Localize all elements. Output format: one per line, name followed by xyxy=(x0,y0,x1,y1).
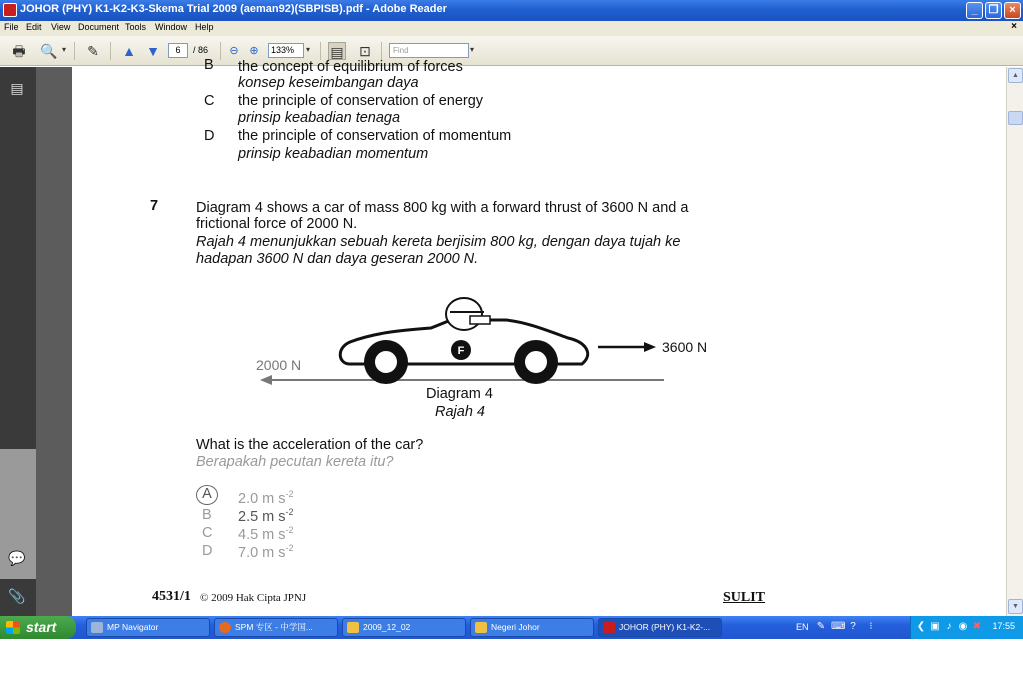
navigation-panel-lower xyxy=(0,449,36,579)
document-viewer[interactable] xyxy=(36,57,1006,616)
menu-help[interactable]: Help xyxy=(195,22,214,32)
start-label: start xyxy=(26,619,57,635)
thrust-label: 3600 N xyxy=(662,339,708,355)
menu-document[interactable]: Document xyxy=(78,22,120,32)
answer-a-exp: -2 xyxy=(285,489,294,499)
taskbar xyxy=(0,616,1023,639)
option-c-ms: prinsip keabadian tenaga xyxy=(238,110,401,126)
zoom-level-select[interactable]: 133% xyxy=(268,43,304,58)
security-icon[interactable]: ◉ xyxy=(958,621,968,632)
toolbar-divider xyxy=(110,42,111,60)
answer-b-exp: -2 xyxy=(285,507,294,517)
diagram-caption-en: Diagram 4 xyxy=(426,386,493,402)
pdf-icon xyxy=(603,622,615,633)
zoom-out-icon[interactable]: ⊖ xyxy=(229,45,239,57)
previous-page-icon[interactable]: ▲ xyxy=(122,43,136,59)
footer-copyright: © 2009 Hak Cipta JPNJ xyxy=(200,592,307,604)
volume-icon[interactable]: ♪ xyxy=(946,621,952,632)
keyboard-icon[interactable]: ⌨ xyxy=(831,621,846,632)
answer-c-text: 4.5 m s xyxy=(238,526,286,543)
task-label: Negeri Johor xyxy=(491,622,540,632)
footer-sulit: SULIT xyxy=(723,590,766,605)
scroll-up-icon[interactable]: ▲ xyxy=(1008,68,1023,83)
zoom-dropdown-icon[interactable]: ▾ xyxy=(306,45,311,54)
answer-a-value xyxy=(238,489,294,507)
toolbar-divider xyxy=(220,42,221,60)
diagram-caption-ms: Rajah 4 xyxy=(435,404,485,420)
attachments-icon[interactable]: 📎 xyxy=(8,588,26,604)
scroll-down-icon[interactable]: ▼ xyxy=(1008,599,1023,614)
friction-arrowhead xyxy=(260,375,272,385)
answer-d-exp: -2 xyxy=(285,543,294,553)
footer-code: 4531/1 xyxy=(152,589,191,604)
minimize-button[interactable]: _ xyxy=(966,2,983,19)
fit-page-icon[interactable]: ⊡ xyxy=(359,43,371,59)
find-input[interactable]: Find xyxy=(389,43,469,58)
answer-c-letter: C xyxy=(202,525,213,541)
navigation-panel xyxy=(0,67,36,616)
ask-ms: Berapakah pecutan kereta itu? xyxy=(196,454,394,470)
ask-en: What is the acceleration of the car? xyxy=(196,437,424,453)
start-button[interactable] xyxy=(0,616,76,639)
toolbar-divider xyxy=(74,42,75,60)
page-gutter xyxy=(36,67,72,616)
menu-view[interactable]: View xyxy=(51,22,71,32)
page-number-input[interactable]: 6 xyxy=(168,43,188,58)
search-document-icon[interactable]: 🔍 xyxy=(40,43,58,59)
car-badge-letter: F xyxy=(457,345,465,357)
fit-width-icon[interactable]: ▤ xyxy=(328,42,346,60)
question-number: 7 xyxy=(150,198,159,214)
page-total: / 86 xyxy=(193,45,209,55)
question-ms-line2: hadapan 3600 N dan daya geseran 2000 N. xyxy=(196,251,479,267)
cut-option-text: the concept of equilibrium of forces xyxy=(238,59,463,75)
pen-icon[interactable]: ✎ xyxy=(816,621,826,632)
answer-c-value xyxy=(238,525,294,543)
rear-wheel-hub xyxy=(374,350,398,374)
answer-b-value xyxy=(238,507,294,525)
option-c-en: the principle of conservation of energy xyxy=(238,93,484,109)
comments-icon[interactable]: 💬 xyxy=(8,550,26,566)
pdf-page xyxy=(36,57,1006,616)
task-label: SPM 专区 - 中学国... xyxy=(235,622,313,632)
find-dropdown-icon[interactable]: ▾ xyxy=(470,45,475,54)
menu-tools[interactable]: Tools xyxy=(125,22,147,32)
network-icon[interactable]: ▣ xyxy=(930,621,940,632)
answer-c-exp: -2 xyxy=(285,525,294,535)
menu-edit[interactable]: Edit xyxy=(26,22,42,32)
vertical-scrollbar[interactable] xyxy=(1006,67,1023,616)
question-en-line2: frictional force of 2000 N. xyxy=(196,216,358,232)
answer-a-text: 2.0 m s xyxy=(238,490,286,507)
option-d-letter: D xyxy=(204,128,215,144)
sign-icon[interactable]: ✎ xyxy=(87,43,99,59)
option-c-letter: C xyxy=(204,93,215,109)
windows-logo-icon xyxy=(6,621,20,634)
thrust-arrowhead xyxy=(644,342,656,352)
task-label: MP Navigator xyxy=(107,622,159,632)
title-bar[interactable] xyxy=(0,0,1023,21)
pages-panel-icon[interactable]: ▤ xyxy=(10,80,24,96)
firefox-icon xyxy=(219,622,231,633)
language-indicator[interactable]: EN xyxy=(796,622,809,632)
menu-window[interactable]: Window xyxy=(155,22,188,32)
window-title: JOHOR (PHY) K1-K2-K3-Skema Trial 2009 (aeman92)(SBPISB).pdf - Adobe Reader xyxy=(20,3,447,15)
folder-icon xyxy=(347,622,359,633)
scanner-icon xyxy=(91,622,103,633)
cut-option-letter: B xyxy=(204,57,214,73)
task-folder-johor[interactable] xyxy=(470,618,594,637)
car-diagram xyxy=(246,292,726,392)
driver-face xyxy=(470,316,490,324)
next-page-icon[interactable]: ▼ xyxy=(146,43,160,59)
maximize-button[interactable]: ❐ xyxy=(985,2,1002,19)
task-folder-2009[interactable] xyxy=(342,618,466,637)
screen-bottom-margin xyxy=(0,639,1023,684)
options-icon[interactable]: ⁝ xyxy=(869,621,873,632)
help-icon[interactable]: ? xyxy=(850,621,856,632)
answer-a-letter: A xyxy=(196,485,218,505)
toolbar-divider xyxy=(320,42,321,60)
task-browser[interactable] xyxy=(214,618,338,637)
tray-arrow-icon[interactable]: ❮ xyxy=(916,621,926,632)
front-wheel-hub xyxy=(524,350,548,374)
scroll-thumb[interactable] xyxy=(1008,111,1023,125)
question-ms-line1: Rajah 4 menunjukkan sebuah kereta berjisim 800 kg, dengan daya tujah ke xyxy=(196,234,681,250)
close-button[interactable]: × xyxy=(1004,2,1021,19)
option-b-ms: konsep keseimbangan daya xyxy=(238,75,419,91)
task-adobe-reader[interactable] xyxy=(598,618,722,637)
option-d-ms: prinsip keabadian momentum xyxy=(238,146,429,162)
antivirus-icon[interactable]: ✖ xyxy=(972,621,982,632)
system-tray xyxy=(910,616,1023,639)
menu-file[interactable]: File xyxy=(4,22,19,32)
answer-b-letter: B xyxy=(202,507,212,523)
folder-icon xyxy=(475,622,487,633)
friction-label: 2000 N xyxy=(256,357,302,373)
task-label: JOHOR (PHY) K1-K2-... xyxy=(619,622,711,632)
question-en-line1: Diagram 4 shows a car of mass 800 kg with a forward thrust of 3600 N and a xyxy=(196,200,689,216)
adobe-reader-icon xyxy=(3,3,17,17)
clock[interactable]: 17:55 xyxy=(992,621,1015,631)
answer-d-text: 7.0 m s xyxy=(238,544,286,561)
toolbar-divider xyxy=(381,42,382,60)
navigation-panel-bottom xyxy=(0,579,36,616)
option-d-en: the principle of conservation of momentum xyxy=(238,128,512,144)
menu-bar xyxy=(0,21,1023,36)
close-document-icon[interactable]: × xyxy=(1011,21,1017,32)
driver-helmet xyxy=(446,298,482,330)
print-icon[interactable]: 🖶 xyxy=(12,43,26,59)
toolbar xyxy=(0,36,1023,66)
answer-d-value xyxy=(238,543,294,561)
task-label: 2009_12_02 xyxy=(363,622,411,632)
zoom-in-icon[interactable]: ⊕ xyxy=(249,45,259,57)
answer-b-text: 2.5 m s xyxy=(238,508,286,525)
chevron-down-icon[interactable]: ▾ xyxy=(62,45,67,54)
task-mp-navigator[interactable] xyxy=(86,618,210,637)
answer-d-letter: D xyxy=(202,543,213,559)
